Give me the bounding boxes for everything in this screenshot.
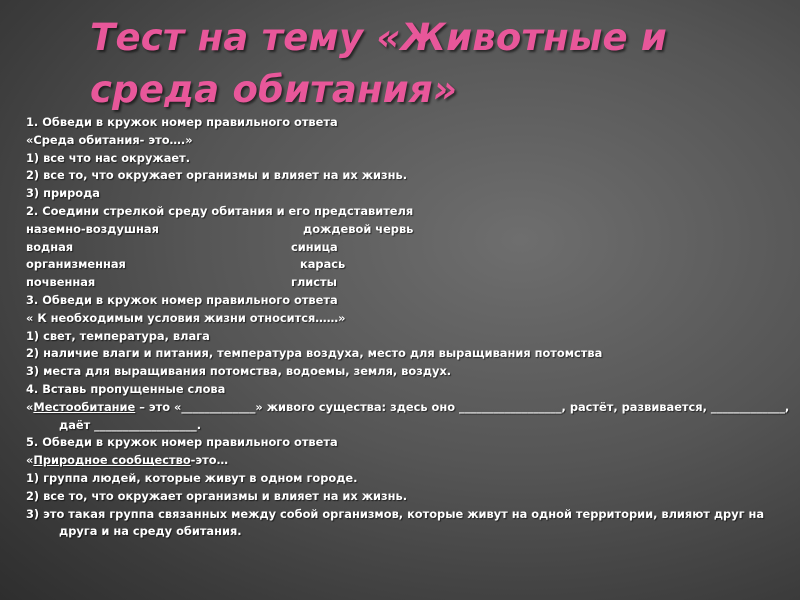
q5-header: 5. Обведи в кружок номер правильного ответа xyxy=(26,435,338,450)
q2-animal: дождевой червь xyxy=(303,221,414,236)
q5-option-1: 1) группа людей, которые живут в одном городе. xyxy=(26,470,358,485)
q3-option-3: 3) места для выращивания потомства, водоемы, земля, воздух. xyxy=(26,364,452,379)
q3-header: 3. Обведи в кружок номер правильного ответа xyxy=(26,292,338,307)
q3-option-2: 2) наличие влаги и питания, температура воздуха, место для выращивания потомства xyxy=(26,346,603,361)
q2-pair-row xyxy=(26,274,796,292)
q3-prompt: « К необходимым условия жизни относится……» xyxy=(26,310,346,325)
q5-term: Природное сообщество xyxy=(33,453,191,468)
q2-habitat: наземно-воздушная xyxy=(26,221,159,236)
q1-header: 1. Обведи в кружок номер правильного ответа xyxy=(26,115,338,129)
q2-header: 2. Соедини стрелкой среду обитания и его представителя xyxy=(26,203,414,218)
q1-prompt: «Среда обитания- это….» xyxy=(26,132,193,147)
q1-option-1: 1) все что нас окружает. xyxy=(26,150,191,165)
q2-animal: синица xyxy=(291,239,338,254)
q5-prompt-rest: -это… xyxy=(190,453,228,468)
q4-sentence-rest: – это «_____________» живого существа: здесь оно __________________, растёт, развивается, _____________, даёт __________________. xyxy=(59,399,790,432)
q4-term: Местообитание xyxy=(33,399,136,414)
q1-option-2: 2) все то, что окружает организмы и влияет на их жизнь. xyxy=(26,168,408,183)
q5-option-2: 2) все то, что окружает организмы и влияет на их жизнь. xyxy=(26,488,408,503)
q5-quote-open: « xyxy=(26,453,34,468)
q5-prompt xyxy=(26,452,796,470)
q2-pair-row xyxy=(26,221,796,239)
q5-option-3: 3) это такая группа связанных между собой организмов, которые живут на одной территории, влияют друг на друга и на среду обитания. xyxy=(26,506,765,539)
q2-animal: карась xyxy=(300,257,346,272)
q2-habitat: водная xyxy=(26,239,74,254)
q4-quote-open: « xyxy=(26,399,34,414)
q4-sentence xyxy=(26,399,796,435)
q2-animal: глисты xyxy=(291,275,337,290)
q2-pair-row xyxy=(26,256,796,274)
q2-habitat: организменная xyxy=(26,257,126,272)
q1-option-3: 3) природа xyxy=(26,186,100,201)
test-content xyxy=(26,114,796,541)
slide-title: Тест на тему «Животные и среда обитания» xyxy=(90,16,668,111)
q2-habitat: почвенная xyxy=(26,275,96,290)
q4-header: 4. Вставь пропущенные слова xyxy=(26,381,226,396)
q3-option-1: 1) свет, температура, влага xyxy=(26,328,210,343)
q2-pair-row xyxy=(26,239,796,257)
